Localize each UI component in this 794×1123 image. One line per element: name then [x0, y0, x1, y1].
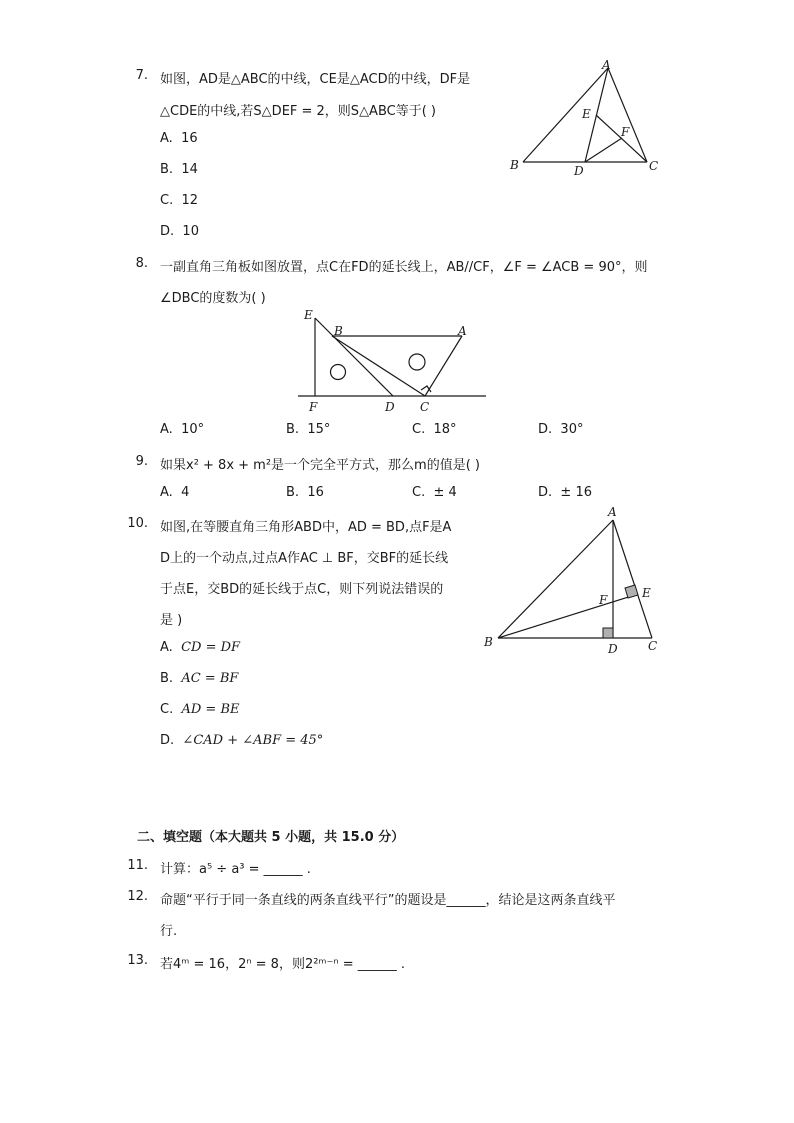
option-b: B. 15°	[286, 422, 331, 437]
question-number: 7.	[135, 68, 148, 83]
label-b: B	[484, 635, 493, 649]
option-a: A. 16	[160, 131, 198, 146]
question-number: 8.	[135, 256, 148, 271]
option-b: B. 16	[286, 485, 324, 500]
question-number: 9.	[135, 454, 148, 469]
option-c: C. AD = BE	[160, 702, 240, 717]
question-text-line: D上的一个动点,过点A作AC ⊥ BF，交BF的延长线	[160, 551, 449, 566]
option-d: D. ∠CAD + ∠ABF = 45°	[160, 733, 324, 748]
label-e: E	[304, 308, 313, 322]
option-d: D. ± 16	[538, 485, 592, 500]
question-text-line: 行.	[160, 924, 178, 939]
section-heading: 二、填空题（本大题共 5 小题，共 15.0 分）	[137, 830, 405, 845]
label-a: A	[458, 324, 467, 338]
option-d: D. 30°	[538, 422, 584, 437]
question-text-line: 若4ᵐ = 16，2ⁿ = 8，则2²ᵐ⁻ⁿ = ______ .	[160, 957, 405, 972]
option-b: B. 14	[160, 162, 198, 177]
question-number: 12.	[127, 889, 148, 904]
question-number: 11.	[127, 858, 148, 873]
option-c: C. 12	[160, 193, 199, 208]
option-c: C. ± 4	[412, 485, 457, 500]
question-number: 13.	[127, 953, 148, 968]
label-e: E	[582, 107, 591, 121]
label-f: F	[599, 593, 608, 607]
question-text-line: 是 )	[160, 613, 183, 628]
label-f: F	[621, 125, 630, 139]
question-text-line: 计算：a⁵ ÷ a³ = ______ .	[160, 862, 311, 877]
label-b: B	[510, 158, 519, 172]
question-text-line: 如图，AD是△ABC的中线，CE是△ACD的中线，DF是	[160, 72, 471, 87]
label-c: C	[420, 400, 430, 414]
question-text-line: ∠DBC的度数为( )	[160, 291, 266, 306]
option-a: A. 10°	[160, 422, 205, 437]
question-text-line: 如图,在等腰直角三角形ABD中，AD = BD,点F是A	[160, 520, 452, 535]
q8-set-squares-figure	[296, 305, 496, 417]
label-a: A	[608, 505, 617, 519]
label-d: D	[385, 400, 395, 414]
q10-right-triangle-figure	[478, 500, 668, 660]
question-number: 10.	[127, 516, 148, 531]
option-b: B. AC = BF	[160, 671, 239, 686]
option-a: A. 4	[160, 485, 190, 500]
label-c: C	[648, 639, 658, 653]
q7-triangle-figure	[500, 55, 670, 180]
label-b: B	[334, 324, 343, 338]
label-d: D	[574, 164, 584, 178]
question-text-line: 如果x² + 8x + m²是一个完全平方式，那么m的值是( )	[160, 458, 480, 473]
option-c: C. 18°	[412, 422, 457, 437]
question-text-line: 一副直角三角板如图放置，点C在FD的延长线上，AB//CF，∠F = ∠ACB = 90°，则	[160, 260, 648, 275]
question-text-line: △CDE的中线,若S△DEF = 2，则S△ABC等于( )	[160, 104, 436, 119]
option-d: D. 10	[160, 224, 199, 239]
label-d: D	[608, 642, 618, 656]
label-a: A	[602, 58, 611, 72]
label-c: C	[649, 159, 659, 173]
label-e: E	[642, 586, 651, 600]
question-text-line: 于点E，交BD的延长线于点C，则下列说法错误的	[160, 582, 444, 597]
option-a: A. CD = DF	[160, 640, 241, 655]
label-f: F	[309, 400, 318, 414]
question-text-line: 命题“平行于同一条直线的两条直线平行”的题设是______，结论是这两条直线平	[160, 893, 616, 908]
